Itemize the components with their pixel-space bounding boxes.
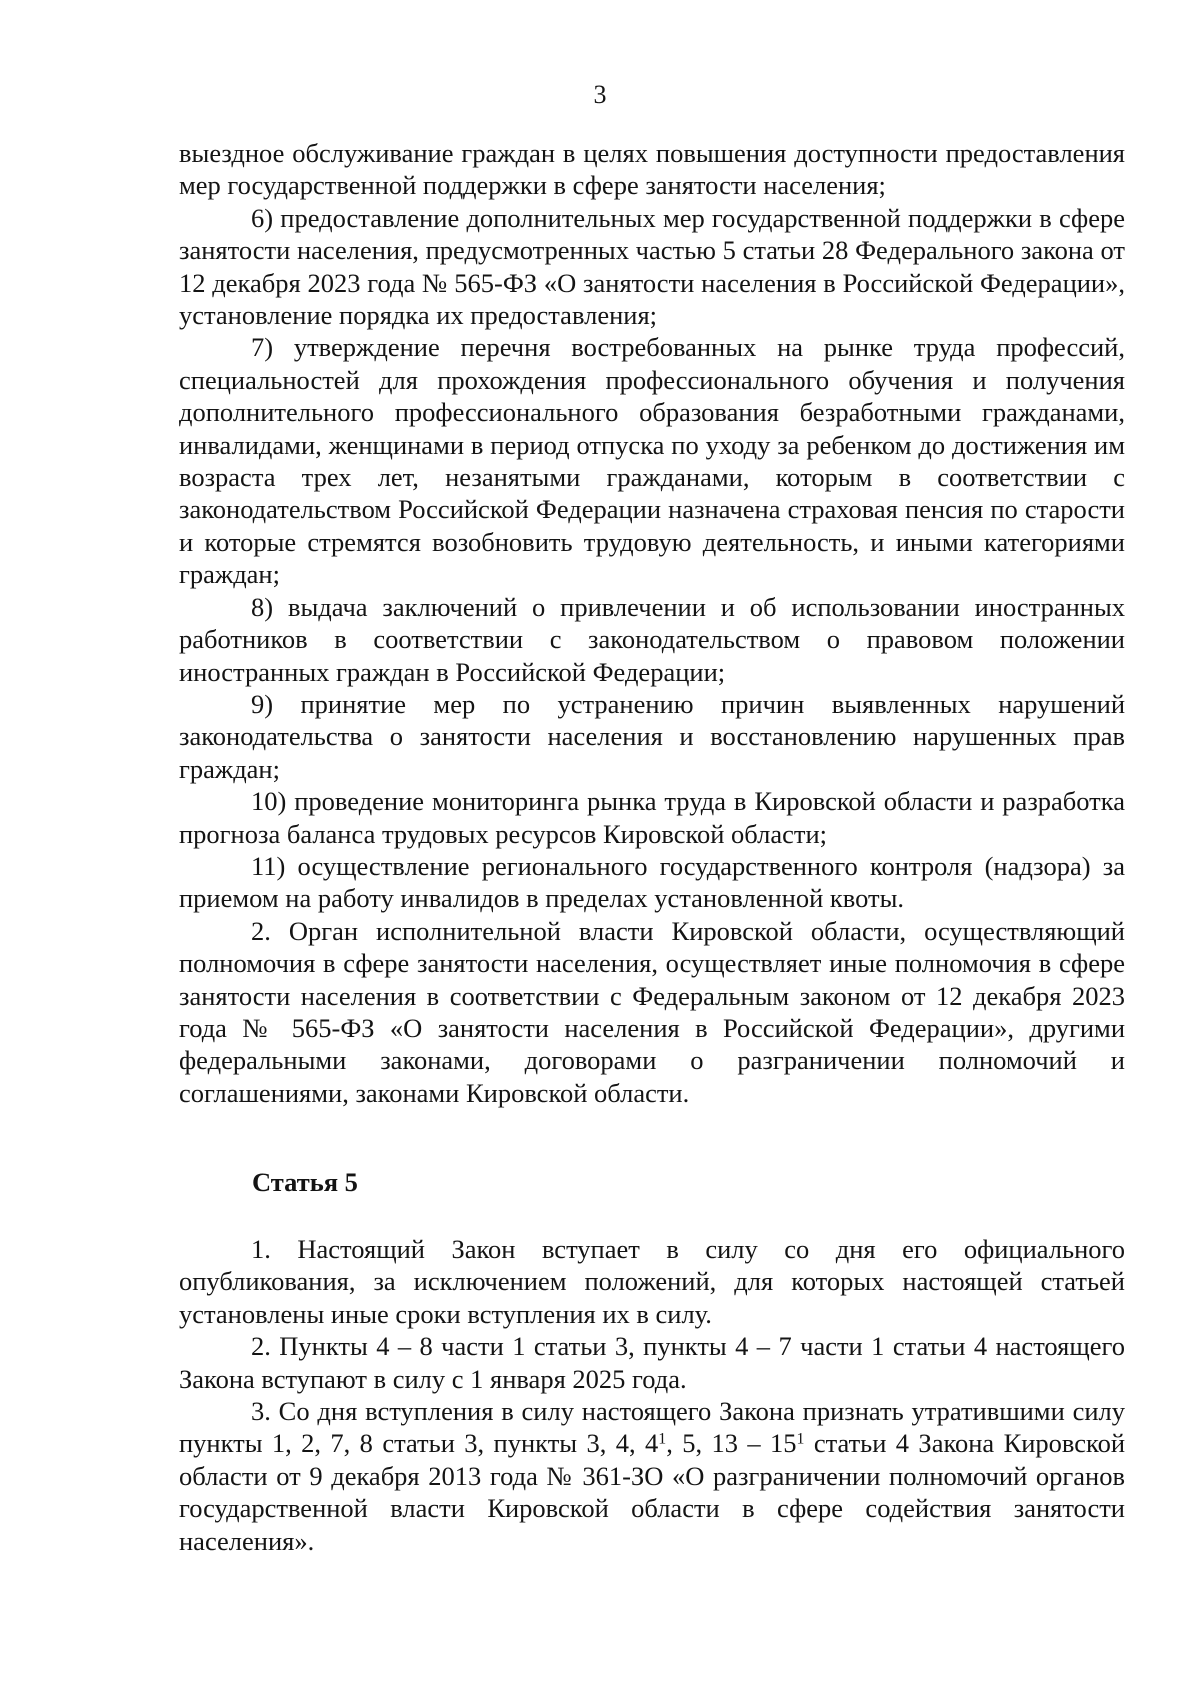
paragraph-continuation: выездное обслуживание граждан в целях повышения доступности предоставления мер государственной поддержки в сфере занятости населения; bbox=[179, 138, 1125, 201]
paragraph-item-11: 11) осуществление регионального государственного контроля (надзора) за приемом на работу инвалидов в пределах установленной квоты. bbox=[179, 850, 1125, 914]
paragraph-item-9: 9) принятие мер по устранению причин выявленных нарушений законодательства о занятости населения и восстановлению нарушенных прав граждан; bbox=[179, 688, 1125, 784]
article-heading: Статья 5 bbox=[252, 1167, 358, 1197]
article5-part3 bbox=[179, 1395, 1125, 1557]
article5-part1: 1. Настоящий Закон вступает в силу со дня его официального опубликования, за исключением положений, для которых настоящей статьей установлены иные сроки вступления их в силу. bbox=[179, 1234, 1125, 1329]
paragraph-part-2: 2. Орган исполнительной власти Кировской области, осуществляющий полномочия в сфере занятости населения, осуществляет иные полномочия в сфере занятости населения в соответствии с Федеральным законом от 12 декабря 2023 года № 565-ФЗ «О занятости населения в Российской Федерации», другими федеральными законами, договорами о разграничении полномочий и соглашениями, законами Кировской области. bbox=[179, 915, 1125, 1108]
paragraph-item-10: 10) проведение мониторинга рынка труда в Кировской области и разработка прогноза баланса трудовых ресурсов Кировской области; bbox=[179, 786, 1125, 849]
article5-part2: 2. Пункты 4 – 8 части 1 статьи 3, пункты 4 – 7 части 1 статьи 4 настоящего Закона вступают в силу с 1 января 2025 года. bbox=[179, 1331, 1125, 1394]
page-number: 3 bbox=[593, 80, 607, 109]
article5-part3-text-b: , 5, 13 – 15 bbox=[666, 1428, 797, 1459]
article5-part3-text-c: статьи 4 Закона Кировской области от 9 декабря 2013 года № 361-ЗО «О разграничении полномочий органов государственной власти Кировской области в сфере содействия занятости населения». bbox=[179, 1428, 1126, 1556]
article5-part3-text-a: 3. Со дня вступления в силу настоящего Закона признать утратившими силу пункты 1, 2, 7, 8 статьи 3, пункты 3, 4, 4 bbox=[179, 1396, 1125, 1459]
paragraph-item-8: 8) выдача заключений о привлечении и об использовании иностранных работников в соответствии с законодательством о правовом положении иностранных граждан в Российской Федерации; bbox=[179, 591, 1125, 687]
body-text-part2 bbox=[179, 1233, 1125, 1557]
paragraph-item-7: 7) утверждение перечня востребованных на рынке труда профессий, специальностей для прохождения профессионального обучения и получения дополнительного профессионального образования безработными гражданами, инвалидами, женщинами в период отпуска по уходу за ребенком до достижения им возраста трех лет, незанятыми гражданами, которым в соответствии с законодательством Российской Федерации назначена страховая пенсия по старости и которые стремятся возобновить трудовую деятельность, и иными категориями граждан; bbox=[179, 332, 1125, 590]
superscript-1: 1 bbox=[658, 1430, 667, 1448]
paragraph-item-6: 6) предоставление дополнительных мер государственной поддержки в сфере занятости населения, предусмотренных частью 5 статьи 28 Федерального закона от 12 декабря 2023 года № 565-ФЗ «О занятости населения в Российской Федерации», установление порядка их предоставления; bbox=[179, 202, 1125, 331]
superscript-2: 1 bbox=[796, 1430, 805, 1448]
body-text-part1 bbox=[179, 137, 1125, 1109]
